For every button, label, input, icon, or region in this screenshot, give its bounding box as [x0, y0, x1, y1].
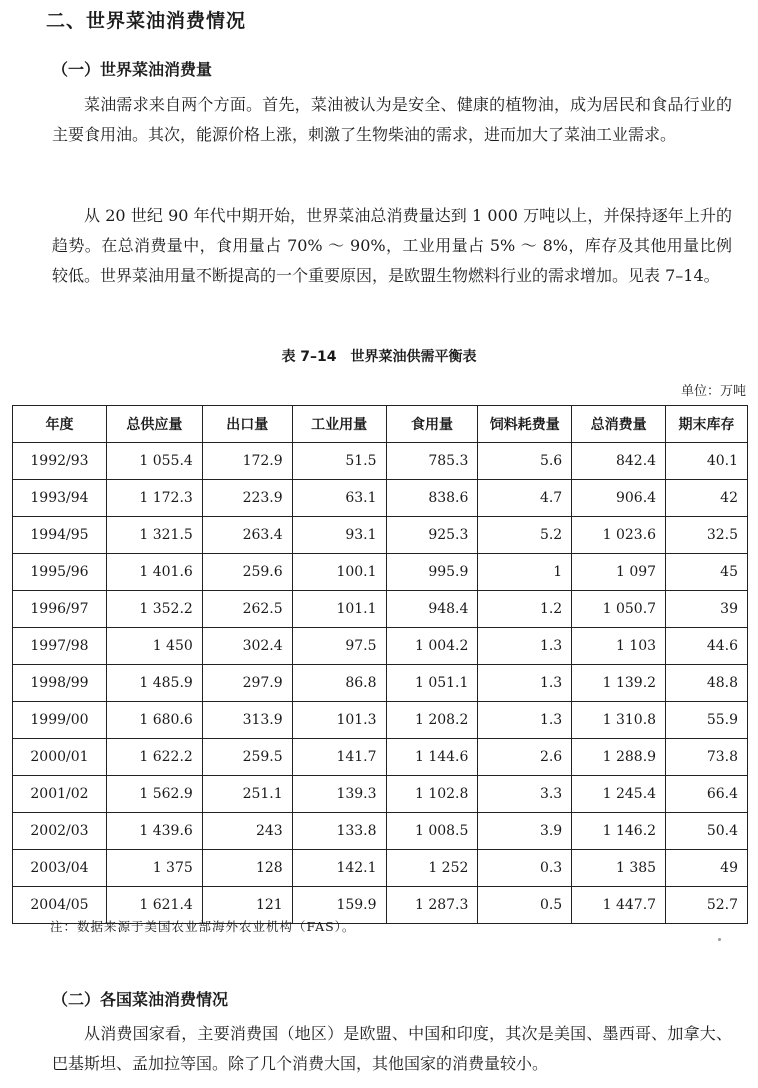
table-unit-label: 单位：万吨 — [680, 384, 746, 399]
table-row — [13, 443, 748, 480]
table-row — [13, 554, 748, 591]
cell-year: 1993/94 — [13, 480, 107, 517]
cell-ending-stocks: 66.4 — [666, 776, 748, 813]
cell-year: 1994/95 — [13, 517, 107, 554]
cell-exports: 262.5 — [202, 591, 292, 628]
cell-exports: 302.4 — [202, 628, 292, 665]
cell-industrial-use: 101.3 — [292, 702, 386, 739]
cell-year: 1999/00 — [13, 702, 107, 739]
cell-total-supply: 1 485.9 — [106, 665, 202, 702]
cell-ending-stocks: 42 — [666, 480, 748, 517]
cell-year: 1998/99 — [13, 665, 107, 702]
cell-total-consumption: 1 146.2 — [572, 813, 666, 850]
cell-industrial-use: 141.7 — [292, 739, 386, 776]
cell-total-supply: 1 055.4 — [106, 443, 202, 480]
cell-industrial-use: 97.5 — [292, 628, 386, 665]
cell-total-supply: 1 439.6 — [106, 813, 202, 850]
cell-industrial-use: 63.1 — [292, 480, 386, 517]
table-row — [13, 517, 748, 554]
table-source-note: 注：数据来源于美国农业部海外农业机构（FAS）。 — [50, 919, 356, 934]
cell-feed-use: 3.9 — [478, 813, 572, 850]
cell-total-consumption: 1 310.8 — [572, 702, 666, 739]
cell-exports: 313.9 — [202, 702, 292, 739]
cell-total-supply: 1 450 — [106, 628, 202, 665]
cell-industrial-use: 159.9 — [292, 887, 386, 924]
header-year: 年度 — [13, 406, 107, 443]
header-feed-use: 饲料耗费量 — [478, 406, 572, 443]
cell-feed-use: 1.3 — [478, 665, 572, 702]
cell-food-use: 1 208.2 — [386, 702, 478, 739]
table-row — [13, 776, 748, 813]
header-industrial-use: 工业用量 — [292, 406, 386, 443]
cell-feed-use: 4.7 — [478, 480, 572, 517]
cell-food-use: 1 252 — [386, 850, 478, 887]
cell-total-consumption: 1 139.2 — [572, 665, 666, 702]
cell-food-use: 1 051.1 — [386, 665, 478, 702]
cell-food-use: 785.3 — [386, 443, 478, 480]
table-row — [13, 813, 748, 850]
table-row — [13, 739, 748, 776]
subsection-heading-by-country: （二）各国菜油消费情况 — [52, 990, 229, 1009]
cell-year: 1997/98 — [13, 628, 107, 665]
cell-year: 1995/96 — [13, 554, 107, 591]
cell-feed-use: 1.3 — [478, 628, 572, 665]
cell-food-use: 1 102.8 — [386, 776, 478, 813]
scan-speck — [718, 938, 721, 941]
supply-demand-table — [12, 405, 748, 924]
cell-total-supply: 1 321.5 — [106, 517, 202, 554]
cell-food-use: 1 144.6 — [386, 739, 478, 776]
table-row — [13, 591, 748, 628]
cell-ending-stocks: 44.6 — [666, 628, 748, 665]
cell-food-use: 1 008.5 — [386, 813, 478, 850]
cell-industrial-use: 93.1 — [292, 517, 386, 554]
cell-food-use: 925.3 — [386, 517, 478, 554]
cell-exports: 243 — [202, 813, 292, 850]
cell-industrial-use: 101.1 — [292, 591, 386, 628]
table-row — [13, 480, 748, 517]
cell-exports: 259.6 — [202, 554, 292, 591]
table-caption: 表 7–14 世界菜油供需平衡表 — [281, 349, 477, 365]
cell-total-consumption: 1 103 — [572, 628, 666, 665]
cell-total-supply: 1 621.4 — [106, 887, 202, 924]
cell-food-use: 1 004.2 — [386, 628, 478, 665]
cell-exports: 297.9 — [202, 665, 292, 702]
table-row — [13, 702, 748, 739]
cell-ending-stocks: 39 — [666, 591, 748, 628]
cell-industrial-use: 133.8 — [292, 813, 386, 850]
section-heading: 二、世界菜油消费情况 — [46, 10, 247, 32]
cell-feed-use: 1.3 — [478, 702, 572, 739]
cell-ending-stocks: 40.1 — [666, 443, 748, 480]
cell-food-use: 1 287.3 — [386, 887, 478, 924]
cell-total-supply: 1 375 — [106, 850, 202, 887]
cell-total-supply: 1 680.6 — [106, 702, 202, 739]
paragraph-demand-sources: 菜油需求来自两个方面。首先，菜油被认为是安全、健康的植物油，成为居民和食品行业的主要食用油。其次，能源价格上涨，刺激了生物柴油的需求，进而加大了菜油工业需求。 — [52, 95, 732, 144]
cell-feed-use: 0.3 — [478, 850, 572, 887]
cell-total-consumption: 1 050.7 — [572, 591, 666, 628]
cell-year: 2002/03 — [13, 813, 107, 850]
cell-ending-stocks: 55.9 — [666, 702, 748, 739]
cell-exports: 263.4 — [202, 517, 292, 554]
header-ending-stocks: 期末库存 — [666, 406, 748, 443]
cell-year: 2004/05 — [13, 887, 107, 924]
cell-total-consumption: 906.4 — [572, 480, 666, 517]
cell-industrial-use: 142.1 — [292, 850, 386, 887]
cell-food-use: 995.9 — [386, 554, 478, 591]
cell-industrial-use: 139.3 — [292, 776, 386, 813]
cell-ending-stocks: 73.8 — [666, 739, 748, 776]
cell-exports: 259.5 — [202, 739, 292, 776]
header-total-consumption: 总消费量 — [572, 406, 666, 443]
cell-year: 1992/93 — [13, 443, 107, 480]
cell-total-consumption: 842.4 — [572, 443, 666, 480]
table-row — [13, 850, 748, 887]
cell-total-supply: 1 401.6 — [106, 554, 202, 591]
cell-ending-stocks: 45 — [666, 554, 748, 591]
cell-exports: 121 — [202, 887, 292, 924]
cell-total-supply: 1 622.2 — [106, 739, 202, 776]
cell-feed-use: 0.5 — [478, 887, 572, 924]
cell-industrial-use: 86.8 — [292, 665, 386, 702]
cell-total-consumption: 1 447.7 — [572, 887, 666, 924]
cell-exports: 172.9 — [202, 443, 292, 480]
cell-industrial-use: 51.5 — [292, 443, 386, 480]
paragraph-consumption-trend: 从 20 世纪 90 年代中期开始，世界菜油总消费量达到 1 000 万吨以上，并保持逐年上升的趋势。在总消费量中，食用量占 70% ～ 90%，工业用量占 5% ～ 8%，库存及其他用量比例较低。世界菜油用量不断提高的一个重要原因，是欧盟生物燃料行业的需求增加。见表 7–14。 — [52, 206, 732, 285]
cell-year: 1996/97 — [13, 591, 107, 628]
cell-feed-use: 3.3 — [478, 776, 572, 813]
cell-ending-stocks: 48.8 — [666, 665, 748, 702]
table-header-row — [13, 406, 748, 443]
table-row — [13, 665, 748, 702]
paragraph-major-consumers: 从消费国家看，主要消费国（地区）是欧盟、中国和印度，其次是美国、墨西哥、加拿大、巴基斯坦、孟加拉等国。除了几个消费大国，其他国家的消费量较小。 — [52, 1024, 732, 1073]
cell-feed-use: 2.6 — [478, 739, 572, 776]
cell-total-consumption: 1 288.9 — [572, 739, 666, 776]
cell-ending-stocks: 50.4 — [666, 813, 748, 850]
cell-year: 2003/04 — [13, 850, 107, 887]
cell-total-supply: 1 352.2 — [106, 591, 202, 628]
cell-food-use: 838.6 — [386, 480, 478, 517]
cell-total-consumption: 1 097 — [572, 554, 666, 591]
cell-feed-use: 5.2 — [478, 517, 572, 554]
cell-feed-use: 1 — [478, 554, 572, 591]
cell-total-consumption: 1 023.6 — [572, 517, 666, 554]
cell-ending-stocks: 49 — [666, 850, 748, 887]
cell-exports: 223.9 — [202, 480, 292, 517]
table-body — [13, 443, 748, 924]
table-row — [13, 628, 748, 665]
cell-exports: 128 — [202, 850, 292, 887]
cell-total-supply: 1 172.3 — [106, 480, 202, 517]
cell-total-supply: 1 562.9 — [106, 776, 202, 813]
header-total-supply: 总供应量 — [106, 406, 202, 443]
header-exports: 出口量 — [202, 406, 292, 443]
cell-total-consumption: 1 245.4 — [572, 776, 666, 813]
cell-year: 2001/02 — [13, 776, 107, 813]
cell-industrial-use: 100.1 — [292, 554, 386, 591]
cell-food-use: 948.4 — [386, 591, 478, 628]
cell-feed-use: 5.6 — [478, 443, 572, 480]
cell-ending-stocks: 52.7 — [666, 887, 748, 924]
header-food-use: 食用量 — [386, 406, 478, 443]
cell-total-consumption: 1 385 — [572, 850, 666, 887]
cell-year: 2000/01 — [13, 739, 107, 776]
cell-ending-stocks: 32.5 — [666, 517, 748, 554]
cell-exports: 251.1 — [202, 776, 292, 813]
subsection-heading-consumption-volume: （一）世界菜油消费量 — [52, 60, 213, 79]
cell-feed-use: 1.2 — [478, 591, 572, 628]
